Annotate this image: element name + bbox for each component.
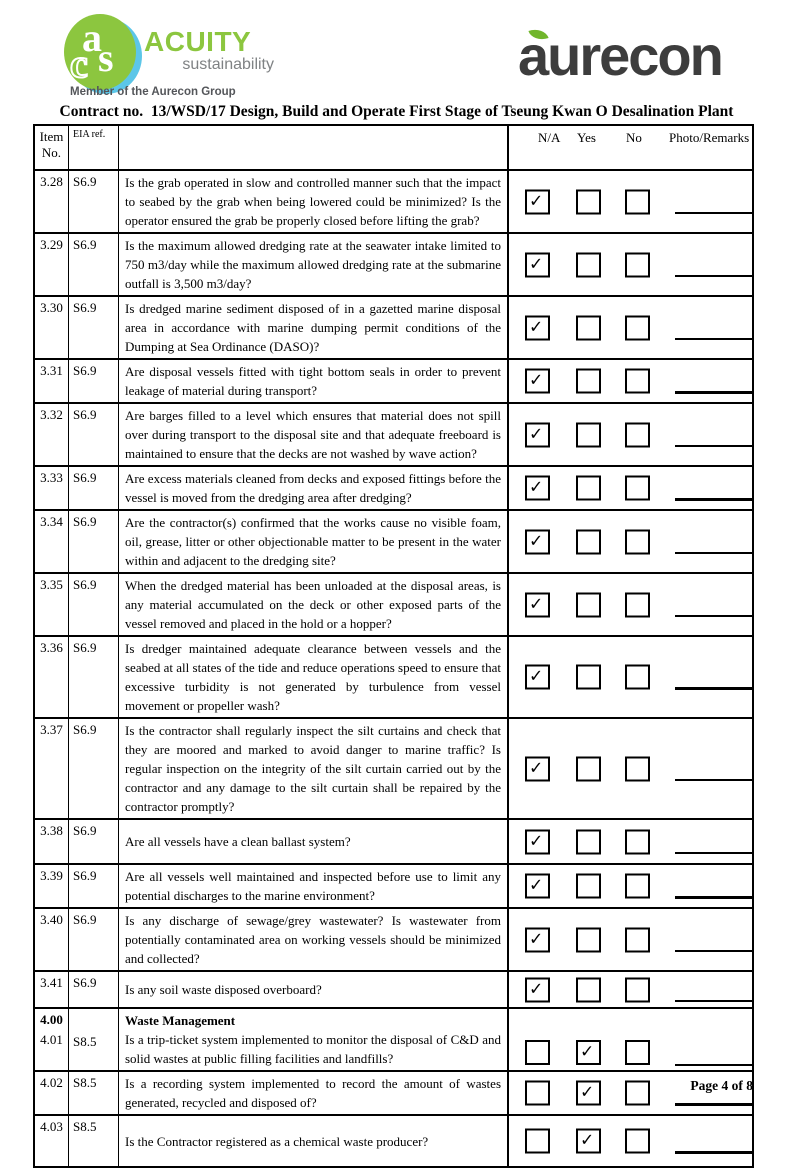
item-number: 3.39 — [35, 865, 69, 907]
check-mark-icon: ✓ — [529, 929, 544, 948]
checkbox-no[interactable] — [625, 1081, 650, 1106]
question-text: Is dredger maintained adequate clearance between vessels and the seabed at all states of the tide and reduce operations speed to ensure that excessive turbidity is not generated by turbulence from vessel movement or propeller wash? — [125, 641, 501, 713]
eia-ref: S6.9 — [69, 820, 119, 863]
eia-ref: S6.9 — [69, 404, 119, 465]
question-text: Are disposal vessels fitted with tight bottom seals in order to prevent leakage of material during transport? — [125, 364, 501, 398]
page-number: Page 4 of 8 — [690, 1078, 753, 1093]
eia-ref: S8.5 — [69, 1116, 119, 1166]
checkbox-yes[interactable] — [576, 369, 601, 394]
eia-ref: S6.9 — [69, 297, 119, 358]
question-text: Are all vessels have a clean ballast system? — [125, 834, 351, 849]
question-text: Is the maximum allowed dredging rate at the seawater intake limited to 750 m3/day while the maximum allowed dredging rate at the submarine outfall is 3,500 m3/day? — [125, 238, 501, 291]
question-text: Waste Management Is a trip-ticket system implemented to monitor the disposal of C&D and solid wastes at public filling facilities and landfills? — [125, 1013, 501, 1066]
item-number: 3.32 — [35, 404, 69, 465]
check-mark-icon: ✓ — [529, 424, 544, 443]
question-text: Is the grab operated in slow and controlled manner such that the impact to seabed by the grab when being lowered could be minimized? Is the operator ensured the grab be properly closed before lifting the grab? — [125, 175, 501, 228]
question-text: Are all vessels well maintained and inspected before use to limit any potential discharges to the marine environment? — [125, 869, 501, 903]
item-number: 3.38 — [35, 820, 69, 863]
header-question-column — [119, 126, 507, 169]
item-number: 3.34 — [35, 511, 69, 572]
table-row — [35, 402, 752, 465]
checkbox-no[interactable] — [625, 829, 650, 854]
remarks-line — [675, 615, 752, 618]
item-number: 3.40 — [35, 909, 69, 970]
checkbox-yes[interactable] — [576, 476, 601, 501]
checkbox-na[interactable] — [525, 1129, 550, 1154]
checkbox-na[interactable] — [525, 369, 550, 394]
answer-cell — [507, 360, 752, 402]
acuity-name: ACUITY — [144, 26, 252, 57]
checkbox-no[interactable] — [625, 1129, 650, 1154]
table-row — [35, 635, 752, 717]
checkbox-no[interactable] — [625, 529, 650, 554]
acuity-wordmark — [144, 26, 274, 74]
item-number: 3.41 — [35, 972, 69, 1007]
page-header — [0, 0, 793, 100]
checkbox-no[interactable] — [625, 252, 650, 277]
table-row — [35, 232, 752, 295]
table-row — [35, 1070, 752, 1114]
checkbox-na[interactable] — [525, 1040, 550, 1065]
check-mark-icon: ✓ — [529, 477, 544, 497]
monogram-letter-c: c — [70, 41, 88, 86]
checkbox-na[interactable] — [525, 422, 550, 447]
check-mark-icon: ✓ — [529, 531, 544, 550]
question-text: Is any discharge of sewage/grey wastewater? Is wastewater from potentially contaminated area on working vessels should be minimized and collected? — [125, 913, 501, 966]
eia-ref: S6.9 — [69, 865, 119, 907]
table-row — [35, 465, 752, 509]
table-row — [35, 818, 752, 863]
document-title: Contract no. 13/WSD/17 Design, Build and Operate First Stage of Tseung Kwan O Desalination Plant — [59, 103, 734, 120]
checkbox-yes[interactable] — [576, 756, 601, 781]
answer-cell — [507, 637, 752, 717]
eia-ref: S6.9 — [69, 574, 119, 635]
header-no: No — [626, 130, 642, 145]
eia-ref: S6.9 — [69, 234, 119, 295]
monogram-letter-a: a — [82, 15, 102, 60]
question-text: Is a recording system implemented to record the amount of wastes generated, recycled and disposed of? — [125, 1076, 501, 1110]
remarks-line — [675, 391, 752, 394]
checkbox-yes[interactable] — [576, 592, 601, 617]
header-item-line2: No. — [41, 145, 62, 160]
check-mark-icon: ✓ — [580, 1130, 595, 1150]
monogram-letter-s: s — [98, 35, 114, 80]
checkbox-yes[interactable] — [576, 829, 601, 854]
table-row — [35, 970, 752, 1007]
checkbox-na[interactable] — [525, 927, 550, 952]
checkbox-yes[interactable] — [576, 422, 601, 447]
question-text: Are the contractor(s) confirmed that the works cause no visible foam, oil, grease, litter or other objectionable matter to be present in the water within and adjacent to the dredging site? — [125, 515, 501, 568]
remarks-line — [675, 338, 752, 341]
remarks-line — [675, 950, 752, 953]
question-text: Are barges filled to a level which ensures that material does not spill over during transport to the disposal site and that adequate freeboard is maintained to ensure that the decks are not washed by wave action? — [125, 408, 501, 461]
check-mark-icon: ✓ — [529, 831, 544, 850]
answer-cell — [507, 234, 752, 295]
table-row — [35, 1114, 752, 1166]
remarks-line — [675, 1151, 752, 1154]
remarks-line — [675, 552, 752, 555]
checkbox-yes[interactable] — [576, 1129, 601, 1154]
header-eia-ref: EIA ref. — [69, 126, 119, 169]
checkbox-no[interactable] — [625, 874, 650, 899]
checkbox-no[interactable] — [625, 592, 650, 617]
checkbox-no[interactable] — [625, 756, 650, 781]
acuity-tagline: Member of the Aurecon Group — [70, 86, 236, 98]
checkbox-na[interactable] — [525, 874, 550, 899]
check-mark-icon: ✓ — [529, 254, 544, 273]
checklist-table — [33, 124, 754, 1168]
checkbox-no[interactable] — [625, 665, 650, 690]
question-text: Are excess materials cleaned from decks and exposed fittings before the vessel is moved from the dredging area after dredging? — [125, 471, 501, 505]
checkbox-na[interactable] — [525, 476, 550, 501]
table-row — [35, 863, 752, 907]
item-number: 3.35 — [35, 574, 69, 635]
answer-cell — [507, 820, 752, 863]
check-mark-icon: ✓ — [580, 1082, 595, 1102]
aurecon-wordmark: aurecon — [518, 24, 722, 87]
answer-cell — [507, 171, 752, 232]
checkbox-no[interactable] — [625, 927, 650, 952]
header-yes: Yes — [577, 130, 596, 145]
eia-ref: S6.9 — [69, 467, 119, 509]
answer-cell — [507, 404, 752, 465]
answer-cell — [507, 1116, 752, 1166]
table-body — [35, 169, 752, 1166]
checkbox-na[interactable] — [525, 529, 550, 554]
remarks-line — [675, 445, 752, 448]
table-row — [35, 358, 752, 402]
answer-cell — [507, 1009, 752, 1070]
item-number: 3.29 — [35, 234, 69, 295]
answer-cell — [507, 719, 752, 818]
checkbox-yes[interactable] — [576, 665, 601, 690]
checkbox-na[interactable] — [525, 829, 550, 854]
checkbox-no[interactable] — [625, 189, 650, 214]
remarks-line — [675, 1103, 752, 1106]
item-number: 4.02 — [35, 1072, 69, 1114]
answer-cell — [507, 297, 752, 358]
eia-ref: S6.9 — [69, 637, 119, 717]
checkbox-yes[interactable] — [576, 315, 601, 340]
checkbox-yes[interactable] — [576, 874, 601, 899]
header-photo-remarks: Photo/Remarks — [669, 130, 750, 145]
header-item-no — [35, 126, 69, 169]
checkbox-no[interactable] — [625, 422, 650, 447]
answer-cell — [507, 467, 752, 509]
checkbox-yes[interactable] — [576, 529, 601, 554]
header-item-line1: Item — [39, 129, 64, 144]
item-number: 3.30 — [35, 297, 69, 358]
checkbox-yes[interactable] — [576, 927, 601, 952]
eia-ref: S8.5 — [69, 1009, 119, 1070]
aurecon-logo — [518, 20, 753, 98]
item-number: 3.36 — [35, 637, 69, 717]
table-row — [35, 717, 752, 818]
item-number: 4.03 — [35, 1116, 69, 1166]
checkbox-yes[interactable] — [576, 252, 601, 277]
header-na: N/A — [538, 130, 561, 145]
acuity-monogram-icon — [62, 12, 140, 94]
header-answer-columns — [507, 126, 752, 169]
item-number: 3.31 — [35, 360, 69, 402]
checkbox-no[interactable] — [625, 1040, 650, 1065]
check-mark-icon: ✓ — [529, 666, 544, 686]
check-mark-icon: ✓ — [529, 317, 544, 336]
remarks-line — [675, 852, 752, 855]
checkbox-yes[interactable] — [576, 1081, 601, 1106]
question-text: Is any soil waste disposed overboard? — [125, 982, 322, 997]
answer-cell — [507, 972, 752, 1007]
item-number: 3.33 — [35, 467, 69, 509]
eia-ref: S6.9 — [69, 972, 119, 1007]
remarks-line — [675, 1064, 752, 1067]
check-mark-icon: ✓ — [529, 758, 544, 777]
checkbox-yes[interactable] — [576, 1040, 601, 1065]
eia-ref: S6.9 — [69, 360, 119, 402]
checkbox-na[interactable] — [525, 756, 550, 781]
eia-ref: S6.9 — [69, 171, 119, 232]
checkbox-yes[interactable] — [576, 977, 601, 1002]
table-row — [35, 572, 752, 635]
acuity-logo — [60, 8, 320, 103]
table-row — [35, 169, 752, 232]
check-mark-icon: ✓ — [529, 370, 544, 390]
checkbox-no[interactable] — [625, 977, 650, 1002]
check-mark-icon: ✓ — [529, 594, 544, 613]
eia-ref: S6.9 — [69, 909, 119, 970]
table-row — [35, 295, 752, 358]
checkbox-no[interactable] — [625, 369, 650, 394]
question-text: When the dredged material has been unloaded at the disposal areas, is any material accumulated on the deck or other exposed parts of the vessel removed and placed in the hold or a hopper? — [125, 578, 501, 631]
checkbox-no[interactable] — [625, 315, 650, 340]
table-header-row — [35, 126, 752, 169]
checkbox-na[interactable] — [525, 665, 550, 690]
checkbox-yes[interactable] — [576, 189, 601, 214]
remarks-line — [675, 1000, 752, 1003]
remarks-line — [675, 687, 752, 690]
eia-ref: S8.5 — [69, 1072, 119, 1114]
remarks-line — [675, 212, 752, 215]
checkbox-no[interactable] — [625, 476, 650, 501]
table-row — [35, 509, 752, 572]
remarks-line — [675, 275, 752, 278]
checkbox-na[interactable] — [525, 1081, 550, 1106]
remarks-line — [675, 498, 752, 501]
item-number: 3.28 — [35, 171, 69, 232]
question-text: Is the contractor shall regularly inspect the silt curtains and check that they are moored and marked to avoid danger to marine traffic? Is regular inspection on the integrity of the silt curtain carried out by the contractor and any damage to the silt curtain shall be repaired by the contractor promptly? — [125, 723, 501, 814]
answer-cell — [507, 574, 752, 635]
check-mark-icon: ✓ — [529, 191, 544, 210]
question-text: Is dredged marine sediment disposed of in a gazetted marine disposal area in accordance with marine dumping permit conditions of the Dumping at Sea Ordinance (DASO)? — [125, 301, 501, 354]
answer-cell — [507, 511, 752, 572]
question-text: Is the Contractor registered as a chemical waste producer? — [125, 1133, 429, 1149]
answer-cell — [507, 865, 752, 907]
remarks-line — [675, 779, 752, 782]
checkbox-na[interactable] — [525, 592, 550, 617]
acuity-subtitle: sustainability — [182, 56, 274, 73]
checkbox-na[interactable] — [525, 189, 550, 214]
checkbox-na[interactable] — [525, 252, 550, 277]
item-number: 3.37 — [35, 719, 69, 818]
eia-ref: S6.9 — [69, 511, 119, 572]
remarks-line — [675, 896, 752, 899]
checkbox-na[interactable] — [525, 977, 550, 1002]
table-row — [35, 907, 752, 970]
eia-ref: S6.9 — [69, 719, 119, 818]
item-number: 4.00 4.01 — [35, 1009, 69, 1070]
check-mark-icon: ✓ — [529, 875, 544, 895]
check-mark-icon: ✓ — [529, 979, 544, 998]
checkbox-na[interactable] — [525, 315, 550, 340]
check-mark-icon: ✓ — [580, 1042, 595, 1061]
table-row — [35, 1007, 752, 1070]
answer-cell — [507, 909, 752, 970]
